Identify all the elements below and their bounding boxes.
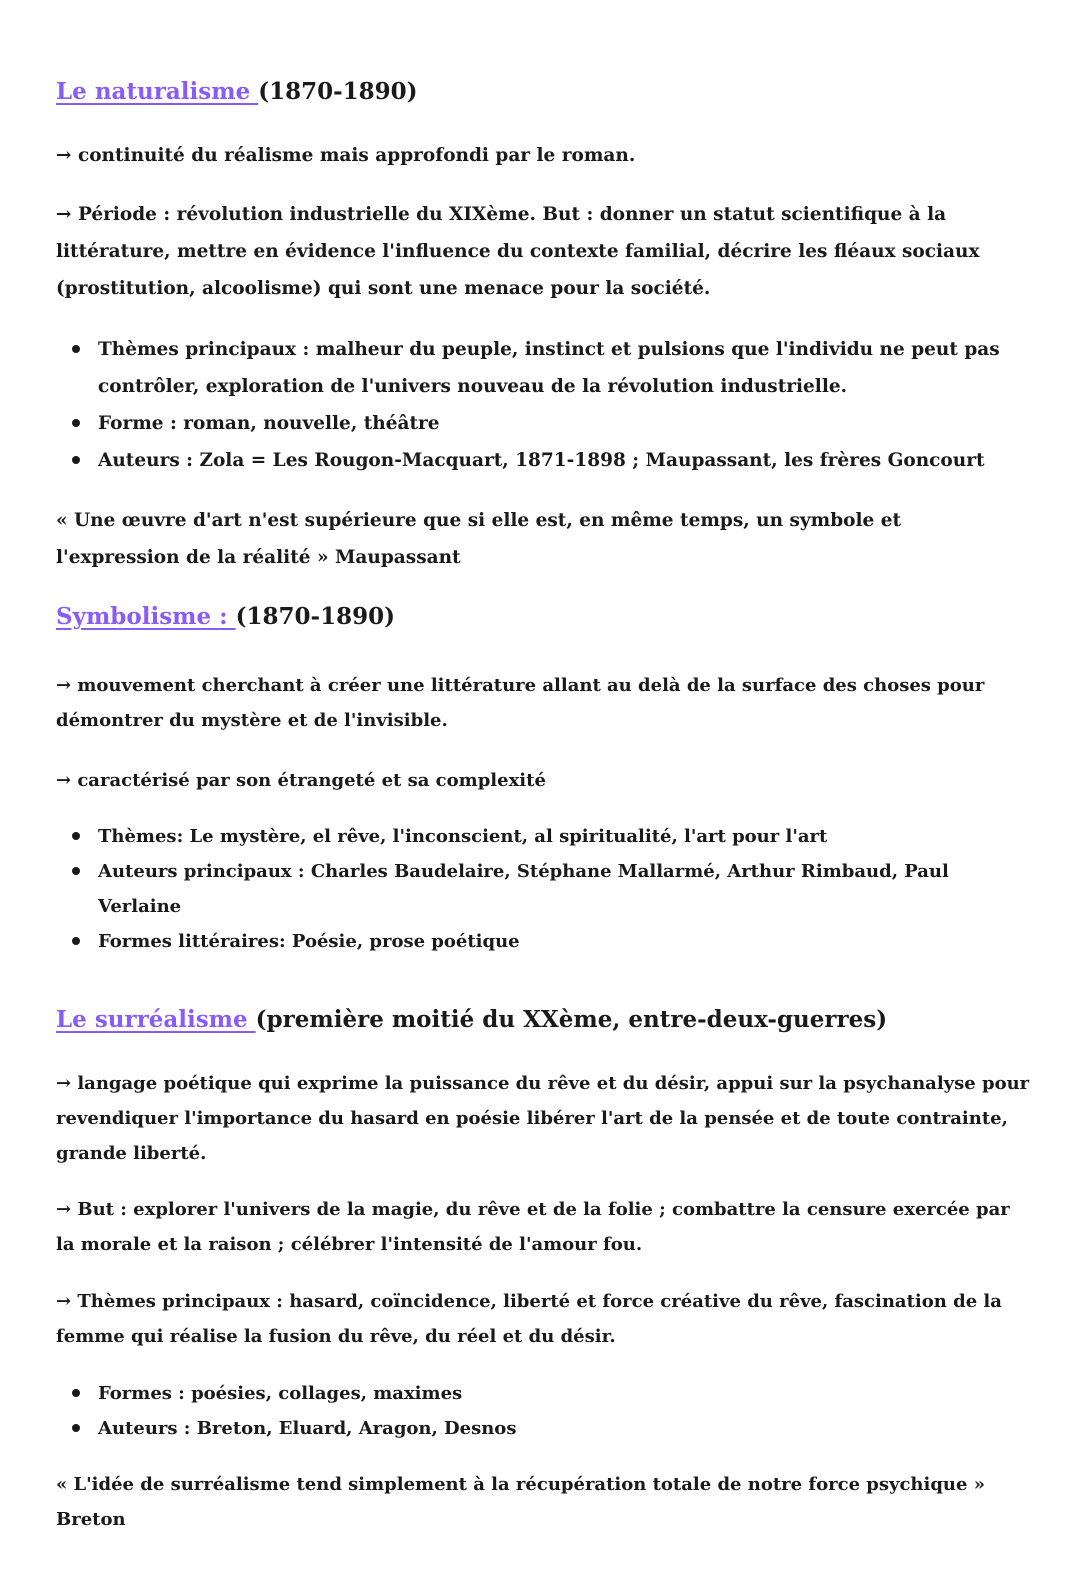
naturalisme-heading: [56, 78, 418, 105]
naturalisme-bullet-list: [56, 331, 1016, 479]
symbolisme-heading: [56, 603, 395, 630]
list-item: [56, 819, 1016, 854]
bullet-icon: [72, 456, 80, 464]
surrealisme-heading: [56, 1006, 887, 1033]
naturalisme-link[interactable]: Le naturalisme: [56, 78, 259, 105]
list-item: [56, 854, 1016, 924]
bullet-icon: [72, 937, 80, 945]
symbolisme-paragraph-2: → caractérisé par son étrangeté et sa complexité: [56, 770, 546, 791]
list-item: [56, 442, 1016, 479]
list-item: [56, 924, 1016, 959]
bullet-icon: [72, 419, 80, 427]
naturalisme-paragraph-1: → continuité du réalisme mais approfondi par le roman.: [56, 145, 636, 166]
list-item: [56, 1376, 1016, 1411]
bullet-text: Auteurs : Zola = Les Rougon-Macquart, 1871-1898 ; Maupassant, les frères Goncourt: [98, 450, 985, 471]
naturalisme-dates: (1870-1890): [258, 78, 418, 105]
surrealisme-quote: « L'idée de surréalisme tend simplement à la récupération totale de notre force psychique » Breton: [56, 1474, 985, 1530]
surrealisme-link[interactable]: Le surréalisme: [56, 1006, 256, 1033]
bullet-icon: [72, 1424, 80, 1432]
surrealisme-paragraph-2: → But : explorer l'univers de la magie, du rêve et de la folie ; combattre la censure exercée par la morale et la raison ; célébrer l'intensité de l'amour fou.: [56, 1199, 1010, 1255]
naturalisme-quote: « Une œuvre d'art n'est supérieure que si elle est, en même temps, un symbole et l'expression de la réalité » Maupassant: [56, 510, 902, 568]
bullet-text: Thèmes: Le mystère, el rêve, l'inconscient, al spiritualité, l'art pour l'art: [98, 826, 828, 847]
symbolisme-bullet-list: [56, 819, 1016, 959]
symbolisme-dates: (1870-1890): [235, 603, 395, 630]
bullet-icon: [72, 832, 80, 840]
bullet-icon: [72, 867, 80, 875]
list-item: [56, 331, 1016, 405]
symbolisme-link[interactable]: Symbolisme :: [56, 603, 236, 630]
surrealisme-paragraph-3: → Thèmes principaux : hasard, coïncidence, liberté et force créative du rêve, fascination de la femme qui réalise la fusion du rêve, du réel et du désir.: [56, 1291, 1002, 1347]
naturalisme-paragraph-2: → Période : révolution industrielle du XIXème. But : donner un statut scientifique à la littérature, mettre en évidence l'influence du contexte familial, décrire les fléaux sociaux (prostitution, alcoolisme) qui sont une menace pour la société.: [56, 204, 980, 299]
bullet-icon: [72, 1389, 80, 1397]
surrealisme-paragraph-1: → langage poétique qui exprime la puissance du rêve et du désir, appui sur la psychanalyse pour revendiquer l'importance du hasard en poésie libérer l'art de la pensée et de toute contrainte, grande liberté.: [56, 1073, 1030, 1164]
bullet-text: Formes littéraires: Poésie, prose poétique: [98, 931, 520, 952]
bullet-text: Forme : roman, nouvelle, théâtre: [98, 413, 440, 434]
surrealisme-bullet-list: [56, 1376, 1016, 1446]
bullet-icon: [72, 345, 80, 353]
surrealisme-dates: (première moitié du XXème, entre-deux-guerres): [255, 1006, 888, 1033]
symbolisme-paragraph-1: → mouvement cherchant à créer une littérature allant au delà de la surface des choses pour démontrer du mystère et de l'invisible.: [56, 675, 985, 731]
bullet-text: Formes : poésies, collages, maximes: [98, 1383, 463, 1404]
bullet-text: Auteurs principaux : Charles Baudelaire, Stéphane Mallarmé, Arthur Rimbaud, Paul Verlaine: [98, 861, 949, 917]
bullet-text: Auteurs : Breton, Eluard, Aragon, Desnos: [98, 1418, 517, 1439]
bullet-text: Thèmes principaux : malheur du peuple, instinct et pulsions que l'individu ne peut pas contrôler, exploration de l'univers nouveau de la révolution industrielle.: [98, 339, 1000, 397]
list-item: [56, 405, 1016, 442]
list-item: [56, 1411, 1016, 1446]
